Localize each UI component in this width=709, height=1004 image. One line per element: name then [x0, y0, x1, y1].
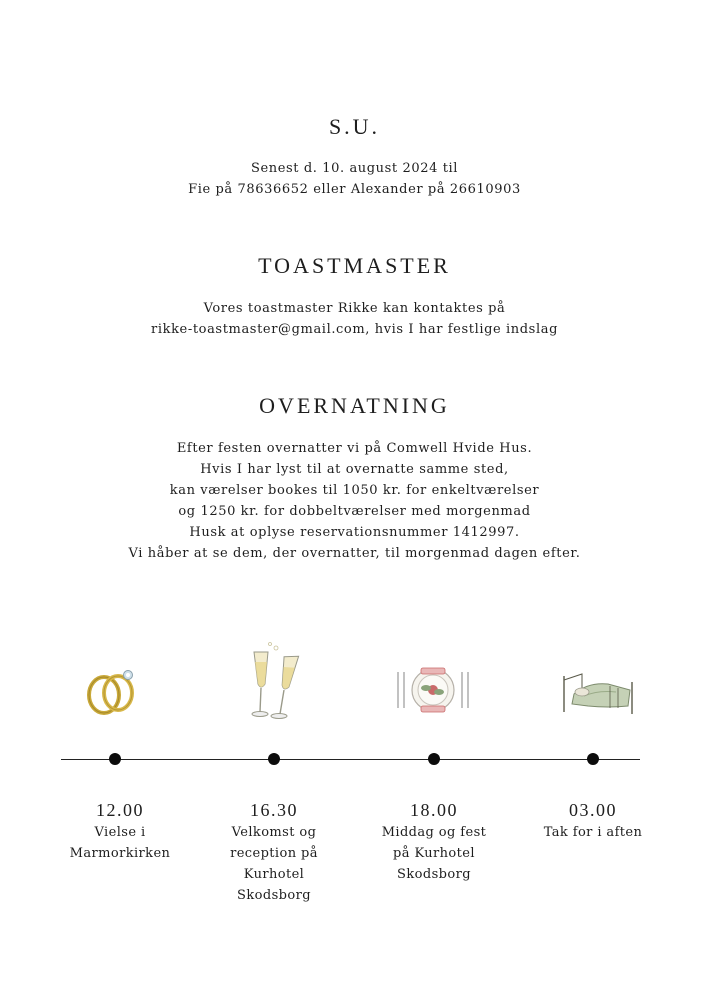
event-label-line: Vielse i: [94, 825, 146, 840]
timeline-dot: [587, 753, 599, 765]
event-label-line: Skodsborg: [397, 867, 471, 882]
event-label-line: Skodsborg: [237, 888, 311, 903]
timeline-line: [61, 759, 640, 760]
event-label-line: Kurhotel: [243, 867, 305, 882]
event-time: 18.00: [410, 800, 458, 820]
bed-icon: [558, 668, 638, 716]
toastmaster-heading: TOASTMASTER: [258, 253, 451, 278]
toastmaster-section: [0, 252, 709, 340]
overnatning-line: Efter festen overnatter vi på Comwell Hvide Hus.: [176, 441, 533, 456]
overnatning-line: Husk at oplyse reservationsnummer 1412997.: [189, 525, 520, 540]
overnatning-heading: OVERNATNING: [259, 393, 450, 418]
timeline-dot: [268, 753, 280, 765]
timeline-event: [204, 798, 344, 906]
event-label-line: Tak for i aften: [543, 825, 643, 840]
timeline-dot: [109, 753, 121, 765]
event-time: 16.30: [250, 800, 298, 820]
su-text: [0, 158, 709, 200]
timeline-dot: [428, 753, 440, 765]
toastmaster-line: rikke-toastmaster@gmail.com, hvis I har festlige indslag: [151, 322, 558, 337]
event-label-line: Middag og fest: [381, 825, 487, 840]
overnatning-line: kan værelser bookes til 1050 kr. for enkeltværelser: [169, 483, 540, 498]
su-heading: S.U.: [328, 114, 381, 139]
event-label: [364, 822, 504, 885]
timeline-event: [50, 798, 190, 864]
event-label: [523, 822, 663, 843]
wedding-rings-icon: [82, 662, 148, 718]
su-line: Senest d. 10. august 2024 til: [250, 161, 459, 176]
overnatning-line: og 1250 kr. for dobbeltværelser med morgenmad: [178, 504, 531, 519]
event-label: [204, 822, 344, 906]
event-label: [50, 822, 190, 864]
overnatning-text: [0, 438, 709, 564]
dinner-plate-icon: [392, 664, 474, 714]
toastmaster-line: Vores toastmaster Rikke kan kontaktes på: [203, 301, 506, 316]
event-label-line: Marmorkirken: [69, 846, 171, 861]
event-label-line: Velkomst og: [231, 825, 317, 840]
overnatning-section: [0, 392, 709, 564]
toastmaster-text: [0, 298, 709, 340]
champagne-glasses-icon: [246, 640, 310, 724]
event-label-line: reception på: [230, 846, 318, 861]
overnatning-line: Hvis I har lyst til at overnatte samme sted,: [200, 462, 509, 477]
su-line: Fie på 78636652 eller Alexander på 26610903: [188, 182, 521, 197]
event-time: 03.00: [569, 800, 617, 820]
su-section: [0, 113, 709, 200]
timeline-event: [364, 798, 504, 885]
timeline-event: [523, 798, 663, 843]
event-time: 12.00: [96, 800, 144, 820]
event-label-line: på Kurhotel: [393, 846, 475, 861]
overnatning-line: Vi håber at se dem, der overnatter, til morgenmad dagen efter.: [128, 546, 581, 561]
